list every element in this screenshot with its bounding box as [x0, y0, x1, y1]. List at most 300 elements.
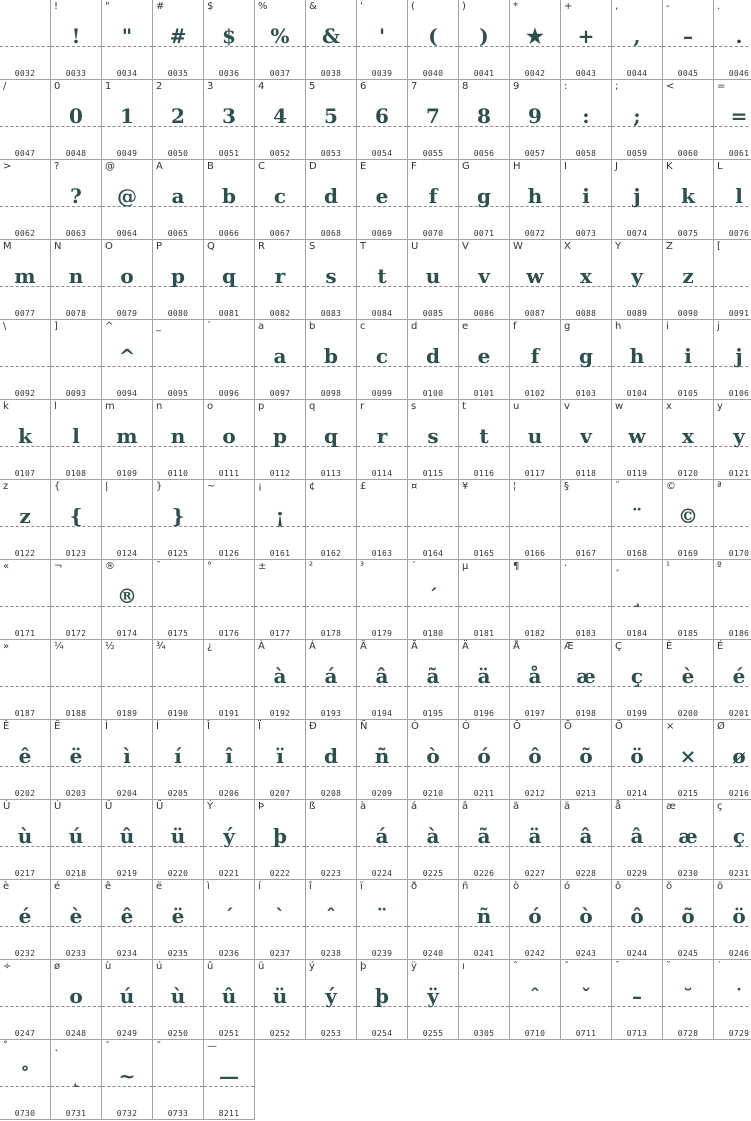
glyph-cell — [714, 80, 751, 160]
code-point-label: 0167 — [575, 549, 597, 558]
code-point-label: 0172 — [65, 629, 87, 638]
character-label: Ø — [717, 721, 725, 732]
glyph-sample: ý — [223, 824, 235, 848]
glyph-sample: w — [628, 424, 646, 448]
character-label: ˇ — [564, 961, 569, 972]
glyph-sample: i — [582, 184, 590, 208]
baseline-guide — [357, 526, 407, 527]
glyph-sample: & — [321, 24, 341, 48]
character-label: A — [156, 161, 163, 172]
glyph-sample: ÿ — [427, 984, 439, 1008]
character-label: ç — [717, 801, 723, 812]
glyph-sample: c — [273, 184, 287, 208]
glyph-cell — [102, 0, 153, 80]
character-label: Æ — [564, 641, 574, 652]
code-point-label: 0199 — [626, 709, 648, 718]
character-label: î — [309, 881, 312, 892]
character-label: I — [564, 161, 567, 172]
code-point-label: 0191 — [218, 709, 240, 718]
glyph-sample: 4 — [273, 104, 287, 128]
glyph-cell — [51, 400, 102, 480]
character-label: B — [207, 161, 214, 172]
glyph-sample: õ — [681, 904, 695, 928]
glyph-sample: ¨ — [632, 504, 642, 528]
code-point-label: 0082 — [269, 309, 291, 318]
character-label: , — [615, 1, 619, 12]
code-point-label: 0042 — [524, 69, 546, 78]
character-label: K — [666, 161, 673, 172]
glyph-sample: û — [221, 984, 237, 1008]
character-label: m — [105, 401, 115, 412]
code-point-label: 0099 — [371, 389, 393, 398]
character-label: \ — [3, 321, 7, 332]
code-point-label: 0220 — [167, 869, 189, 878]
glyph-cell — [561, 0, 612, 80]
character-label: ° — [207, 561, 212, 572]
glyph-cell — [459, 240, 510, 320]
character-label: ¤ — [411, 481, 418, 492]
character-label: Å — [513, 641, 520, 652]
glyph-cell — [51, 160, 102, 240]
glyph-sample: w — [526, 264, 544, 288]
glyph-sample: q — [222, 264, 236, 288]
character-label: { — [54, 481, 61, 492]
glyph-row — [0, 400, 751, 480]
code-point-label: 0174 — [116, 629, 138, 638]
code-point-label: 0033 — [65, 69, 87, 78]
glyph-cell — [51, 480, 102, 560]
character-label: Ü — [156, 801, 164, 812]
code-point-label: 0225 — [422, 869, 444, 878]
code-point-label: 0053 — [320, 149, 342, 158]
character-label: ß — [309, 801, 316, 812]
glyph-sample: f — [530, 344, 540, 368]
character-label: ð — [411, 881, 418, 892]
character-label: P — [156, 241, 163, 252]
glyph-cell — [357, 320, 408, 400]
character-label: ˘ — [666, 961, 671, 972]
glyph-cell — [663, 720, 714, 800]
character-label: t — [462, 401, 466, 412]
glyph-cell — [102, 320, 153, 400]
glyph-cell — [561, 480, 612, 560]
code-point-label: 0237 — [269, 949, 291, 958]
glyph-cell — [561, 960, 612, 1040]
glyph-sample: ˊ — [224, 904, 234, 928]
code-point-label: 0097 — [269, 389, 291, 398]
character-label: ® — [105, 561, 115, 572]
code-point-label: 0041 — [473, 69, 495, 78]
glyph-sample: o — [69, 984, 83, 1008]
baseline-guide — [0, 126, 50, 127]
glyph-sample: ˇ — [581, 984, 591, 1008]
code-point-label: 0100 — [422, 389, 444, 398]
code-point-label: 0040 — [422, 69, 444, 78]
glyph-row — [0, 320, 751, 400]
character-label: ¯ — [156, 561, 161, 572]
glyph-cell — [357, 240, 408, 320]
character-label: Ì — [105, 721, 108, 732]
character-label: d — [411, 321, 418, 332]
character-label: ñ — [462, 881, 469, 892]
baseline-guide — [510, 606, 560, 607]
glyph-sample: @ — [117, 184, 137, 208]
glyph-sample: d — [324, 184, 338, 208]
character-label: ± — [258, 561, 267, 572]
glyph-sample: q — [324, 424, 338, 448]
glyph-sample: g — [477, 184, 491, 208]
character-label: . — [717, 1, 721, 12]
glyph-cell — [663, 960, 714, 1040]
glyph-sample: ˆ — [326, 904, 336, 928]
glyph-sample: r — [274, 264, 286, 288]
code-point-label: 0032 — [14, 69, 36, 78]
glyph-cell — [255, 720, 306, 800]
glyph-cell — [408, 960, 459, 1040]
glyph-cell — [204, 320, 255, 400]
glyph-cell — [612, 880, 663, 960]
baseline-guide — [459, 526, 509, 527]
code-point-label: 0117 — [524, 469, 546, 478]
glyph-sample: ú — [119, 984, 135, 1008]
glyph-sample: 5 — [324, 104, 338, 128]
code-point-label: 0234 — [116, 949, 138, 958]
baseline-guide — [153, 1086, 203, 1087]
glyph-sample: ò — [579, 904, 593, 928]
character-label: " — [105, 1, 110, 12]
glyph-row — [0, 160, 751, 240]
glyph-sample: } — [171, 504, 185, 528]
glyph-cell — [0, 560, 51, 640]
character-label: y — [717, 401, 723, 412]
glyph-sample: 2 — [171, 104, 185, 128]
glyph-cell — [51, 800, 102, 880]
glyph-cell — [102, 880, 153, 960]
code-point-label: 0084 — [371, 309, 393, 318]
baseline-guide — [306, 846, 356, 847]
code-point-label: 0045 — [677, 69, 699, 78]
glyph-cell — [153, 320, 204, 400]
character-label: Î — [207, 721, 210, 732]
glyph-cell — [357, 560, 408, 640]
glyph-cell — [153, 480, 204, 560]
code-point-label: 0120 — [677, 469, 699, 478]
glyph-cell — [204, 480, 255, 560]
code-point-label: 0242 — [524, 949, 546, 958]
character-label: 8 — [462, 81, 469, 92]
glyph-cell — [408, 0, 459, 80]
character-label: § — [564, 481, 569, 492]
glyph-sample: z — [682, 264, 694, 288]
glyph-cell — [255, 640, 306, 720]
baseline-guide — [561, 606, 611, 607]
glyph-sample: t — [377, 264, 387, 288]
glyph-cell — [612, 240, 663, 320]
code-point-label: 0171 — [14, 629, 36, 638]
glyph-sample: t — [479, 424, 489, 448]
character-label: ª — [717, 481, 722, 492]
character-label: ^ — [105, 321, 114, 332]
code-point-label: 0218 — [65, 869, 87, 878]
character-label: Þ — [258, 801, 265, 812]
baseline-guide — [0, 1006, 50, 1007]
code-point-label: 0217 — [14, 869, 36, 878]
code-point-label: 0095 — [167, 389, 189, 398]
code-point-label: 0075 — [677, 229, 699, 238]
code-point-label: 0161 — [269, 549, 291, 558]
glyph-cell — [0, 160, 51, 240]
character-label: ä — [564, 801, 571, 812]
glyph-cell — [408, 560, 459, 640]
code-point-label: 0044 — [626, 69, 648, 78]
code-point-label: 0200 — [677, 709, 699, 718]
glyph-cell — [102, 560, 153, 640]
character-label: L — [717, 161, 723, 172]
baseline-guide — [0, 606, 50, 607]
code-point-label: 0125 — [167, 549, 189, 558]
glyph-cell — [561, 560, 612, 640]
glyph-sample: è — [681, 664, 695, 688]
glyph-cell — [408, 800, 459, 880]
glyph-sample: ? — [70, 184, 82, 208]
character-label: å — [615, 801, 622, 812]
glyph-cell — [306, 160, 357, 240]
character-label: O — [105, 241, 113, 252]
character-label: ¾ — [156, 641, 166, 652]
character-label: ) — [462, 1, 466, 12]
glyph-cell — [357, 80, 408, 160]
character-label: ¶ — [513, 561, 520, 572]
glyph-cell — [306, 0, 357, 80]
glyph-sample: ë — [171, 904, 185, 928]
glyph-sample: h — [629, 344, 645, 368]
character-label: Ä — [462, 641, 469, 652]
glyph-cell — [306, 400, 357, 480]
code-point-label: 0207 — [269, 789, 291, 798]
glyph-cell — [663, 560, 714, 640]
code-point-label: 0070 — [422, 229, 444, 238]
glyph-sample: v — [478, 264, 490, 288]
glyph-cell — [510, 160, 561, 240]
code-point-label: 0113 — [320, 469, 342, 478]
code-point-label: 0056 — [473, 149, 495, 158]
code-point-label: 0123 — [65, 549, 87, 558]
character-label: Y — [615, 241, 622, 252]
character-label: ô — [615, 881, 622, 892]
glyph-sample: ý — [325, 984, 337, 1008]
code-point-label: 0247 — [14, 1029, 36, 1038]
glyph-cell — [306, 480, 357, 560]
glyph-cell — [663, 160, 714, 240]
code-point-label: 0081 — [218, 309, 240, 318]
glyph-row — [0, 960, 751, 1040]
character-label: Â — [360, 641, 367, 652]
glyph-cell — [153, 880, 204, 960]
character-label: a — [258, 321, 265, 332]
glyph-sample: ö — [732, 904, 746, 928]
glyph-cell — [510, 400, 561, 480]
glyph-sample: ´ — [428, 584, 438, 608]
glyph-sample: ë — [69, 744, 83, 768]
code-point-label: 0098 — [320, 389, 342, 398]
code-point-label: 0102 — [524, 389, 546, 398]
code-point-label: 0035 — [167, 69, 189, 78]
character-label: ! — [54, 1, 59, 12]
character-label: ² — [309, 561, 314, 572]
glyph-cell — [306, 800, 357, 880]
baseline-guide — [51, 686, 101, 687]
glyph-cell — [459, 400, 510, 480]
glyph-sample: è — [69, 904, 83, 928]
code-point-label: 0168 — [626, 549, 648, 558]
code-point-label: 0061 — [728, 149, 750, 158]
glyph-sample: â — [375, 664, 389, 688]
glyph-row — [0, 0, 751, 80]
code-point-label: 0211 — [473, 789, 495, 798]
code-point-label: 0233 — [65, 949, 87, 958]
character-label: û — [207, 961, 214, 972]
character-label: 9 — [513, 81, 520, 92]
glyph-sample: ó — [528, 904, 542, 928]
glyph-cell — [459, 160, 510, 240]
code-point-label: 0190 — [167, 709, 189, 718]
code-point-label: 0214 — [626, 789, 648, 798]
character-label: — — [207, 1041, 217, 1052]
glyph-cell — [102, 400, 153, 480]
character-label: 2 — [156, 81, 163, 92]
character-label: ã — [513, 801, 520, 812]
code-point-label: 0091 — [728, 309, 750, 318]
character-label: = — [717, 81, 726, 92]
glyph-cell — [459, 320, 510, 400]
glyph-sample: k — [681, 184, 695, 208]
glyph-sample: u — [527, 424, 543, 448]
code-point-label: 0713 — [626, 1029, 648, 1038]
code-point-label: 0164 — [422, 549, 444, 558]
glyph-cell — [510, 880, 561, 960]
glyph-sample: á — [324, 664, 338, 688]
glyph-sample: © — [678, 504, 698, 528]
code-point-label: 0222 — [269, 869, 291, 878]
glyph-sample: ï — [276, 744, 284, 768]
character-label: | — [105, 481, 109, 492]
glyph-sample: ; — [633, 104, 641, 128]
glyph-cell — [204, 880, 255, 960]
glyph-sample: i — [684, 344, 692, 368]
character-label: v — [564, 401, 570, 412]
glyph-sample: ç — [630, 664, 644, 688]
glyph-sample: ) — [479, 24, 489, 48]
glyph-sample: × — [679, 744, 697, 768]
code-point-label: 0711 — [575, 1029, 597, 1038]
code-point-label: 0092 — [14, 389, 36, 398]
code-point-label: 0187 — [14, 709, 36, 718]
character-label: ú — [156, 961, 163, 972]
glyph-row — [0, 640, 751, 720]
code-point-label: 0239 — [371, 949, 393, 958]
character-label: 5 — [309, 81, 316, 92]
character-label: ] — [54, 321, 58, 332]
glyph-sample: õ — [579, 744, 593, 768]
baseline-guide — [0, 206, 50, 207]
character-label: c — [360, 321, 366, 332]
glyph-cell — [255, 800, 306, 880]
code-point-label: 0104 — [626, 389, 648, 398]
glyph-sample: l — [72, 424, 80, 448]
code-point-label: 0176 — [218, 629, 240, 638]
glyph-cell — [153, 560, 204, 640]
glyph-sample: å — [528, 664, 542, 688]
code-point-label: 0245 — [677, 949, 699, 958]
code-point-label: 0226 — [473, 869, 495, 878]
glyph-cell — [561, 800, 612, 880]
character-label: ¼ — [54, 641, 64, 652]
glyph-sample: ¸ — [632, 584, 642, 608]
glyph-sample: u — [425, 264, 441, 288]
code-point-label: 0253 — [320, 1029, 342, 1038]
glyph-cell — [0, 400, 51, 480]
baseline-guide — [663, 126, 713, 127]
glyph-cell — [714, 400, 751, 480]
glyph-sample: j — [633, 184, 641, 208]
baseline-guide — [0, 686, 50, 687]
code-point-label: 0076 — [728, 229, 750, 238]
glyph-cell — [663, 400, 714, 480]
baseline-guide — [561, 526, 611, 527]
character-label: ¡ — [258, 481, 263, 492]
glyph-sample: l — [735, 184, 743, 208]
glyph-cell — [612, 960, 663, 1040]
character-label: Õ — [564, 721, 572, 732]
code-point-label: 0185 — [677, 629, 699, 638]
glyph-cell — [153, 0, 204, 80]
code-point-label: 0170 — [728, 549, 750, 558]
glyph-cell — [408, 480, 459, 560]
code-point-label: 0230 — [677, 869, 699, 878]
character-label: & — [309, 1, 317, 12]
glyph-sample: j — [735, 344, 743, 368]
glyph-cell — [561, 640, 612, 720]
character-label: 4 — [258, 81, 265, 92]
glyph-cell — [0, 240, 51, 320]
glyph-cell — [459, 880, 510, 960]
glyph-sample: r — [376, 424, 388, 448]
glyph-sample: ˙ — [734, 984, 744, 1008]
baseline-guide — [51, 366, 101, 367]
glyph-cell — [714, 720, 751, 800]
glyph-sample: – — [632, 984, 642, 1008]
glyph-cell — [663, 240, 714, 320]
character-label: b — [309, 321, 316, 332]
glyph-sample: ˚ — [20, 1064, 30, 1088]
character-label: ¸ — [615, 561, 620, 572]
glyph-sample: ñ — [374, 744, 390, 768]
glyph-sample: c — [375, 344, 389, 368]
character-label: ê — [105, 881, 112, 892]
code-point-label: 0116 — [473, 469, 495, 478]
code-point-label: 0216 — [728, 789, 750, 798]
glyph-cell — [204, 800, 255, 880]
code-point-label: 0208 — [320, 789, 342, 798]
glyph-sample: m — [116, 424, 138, 448]
code-point-label: 0114 — [371, 469, 393, 478]
glyph-cell — [714, 240, 751, 320]
code-point-label: 0080 — [167, 309, 189, 318]
glyph-cell — [561, 80, 612, 160]
character-label: À — [258, 641, 265, 652]
character-label: ˛ — [54, 1041, 59, 1052]
character-label: ' — [360, 1, 363, 12]
